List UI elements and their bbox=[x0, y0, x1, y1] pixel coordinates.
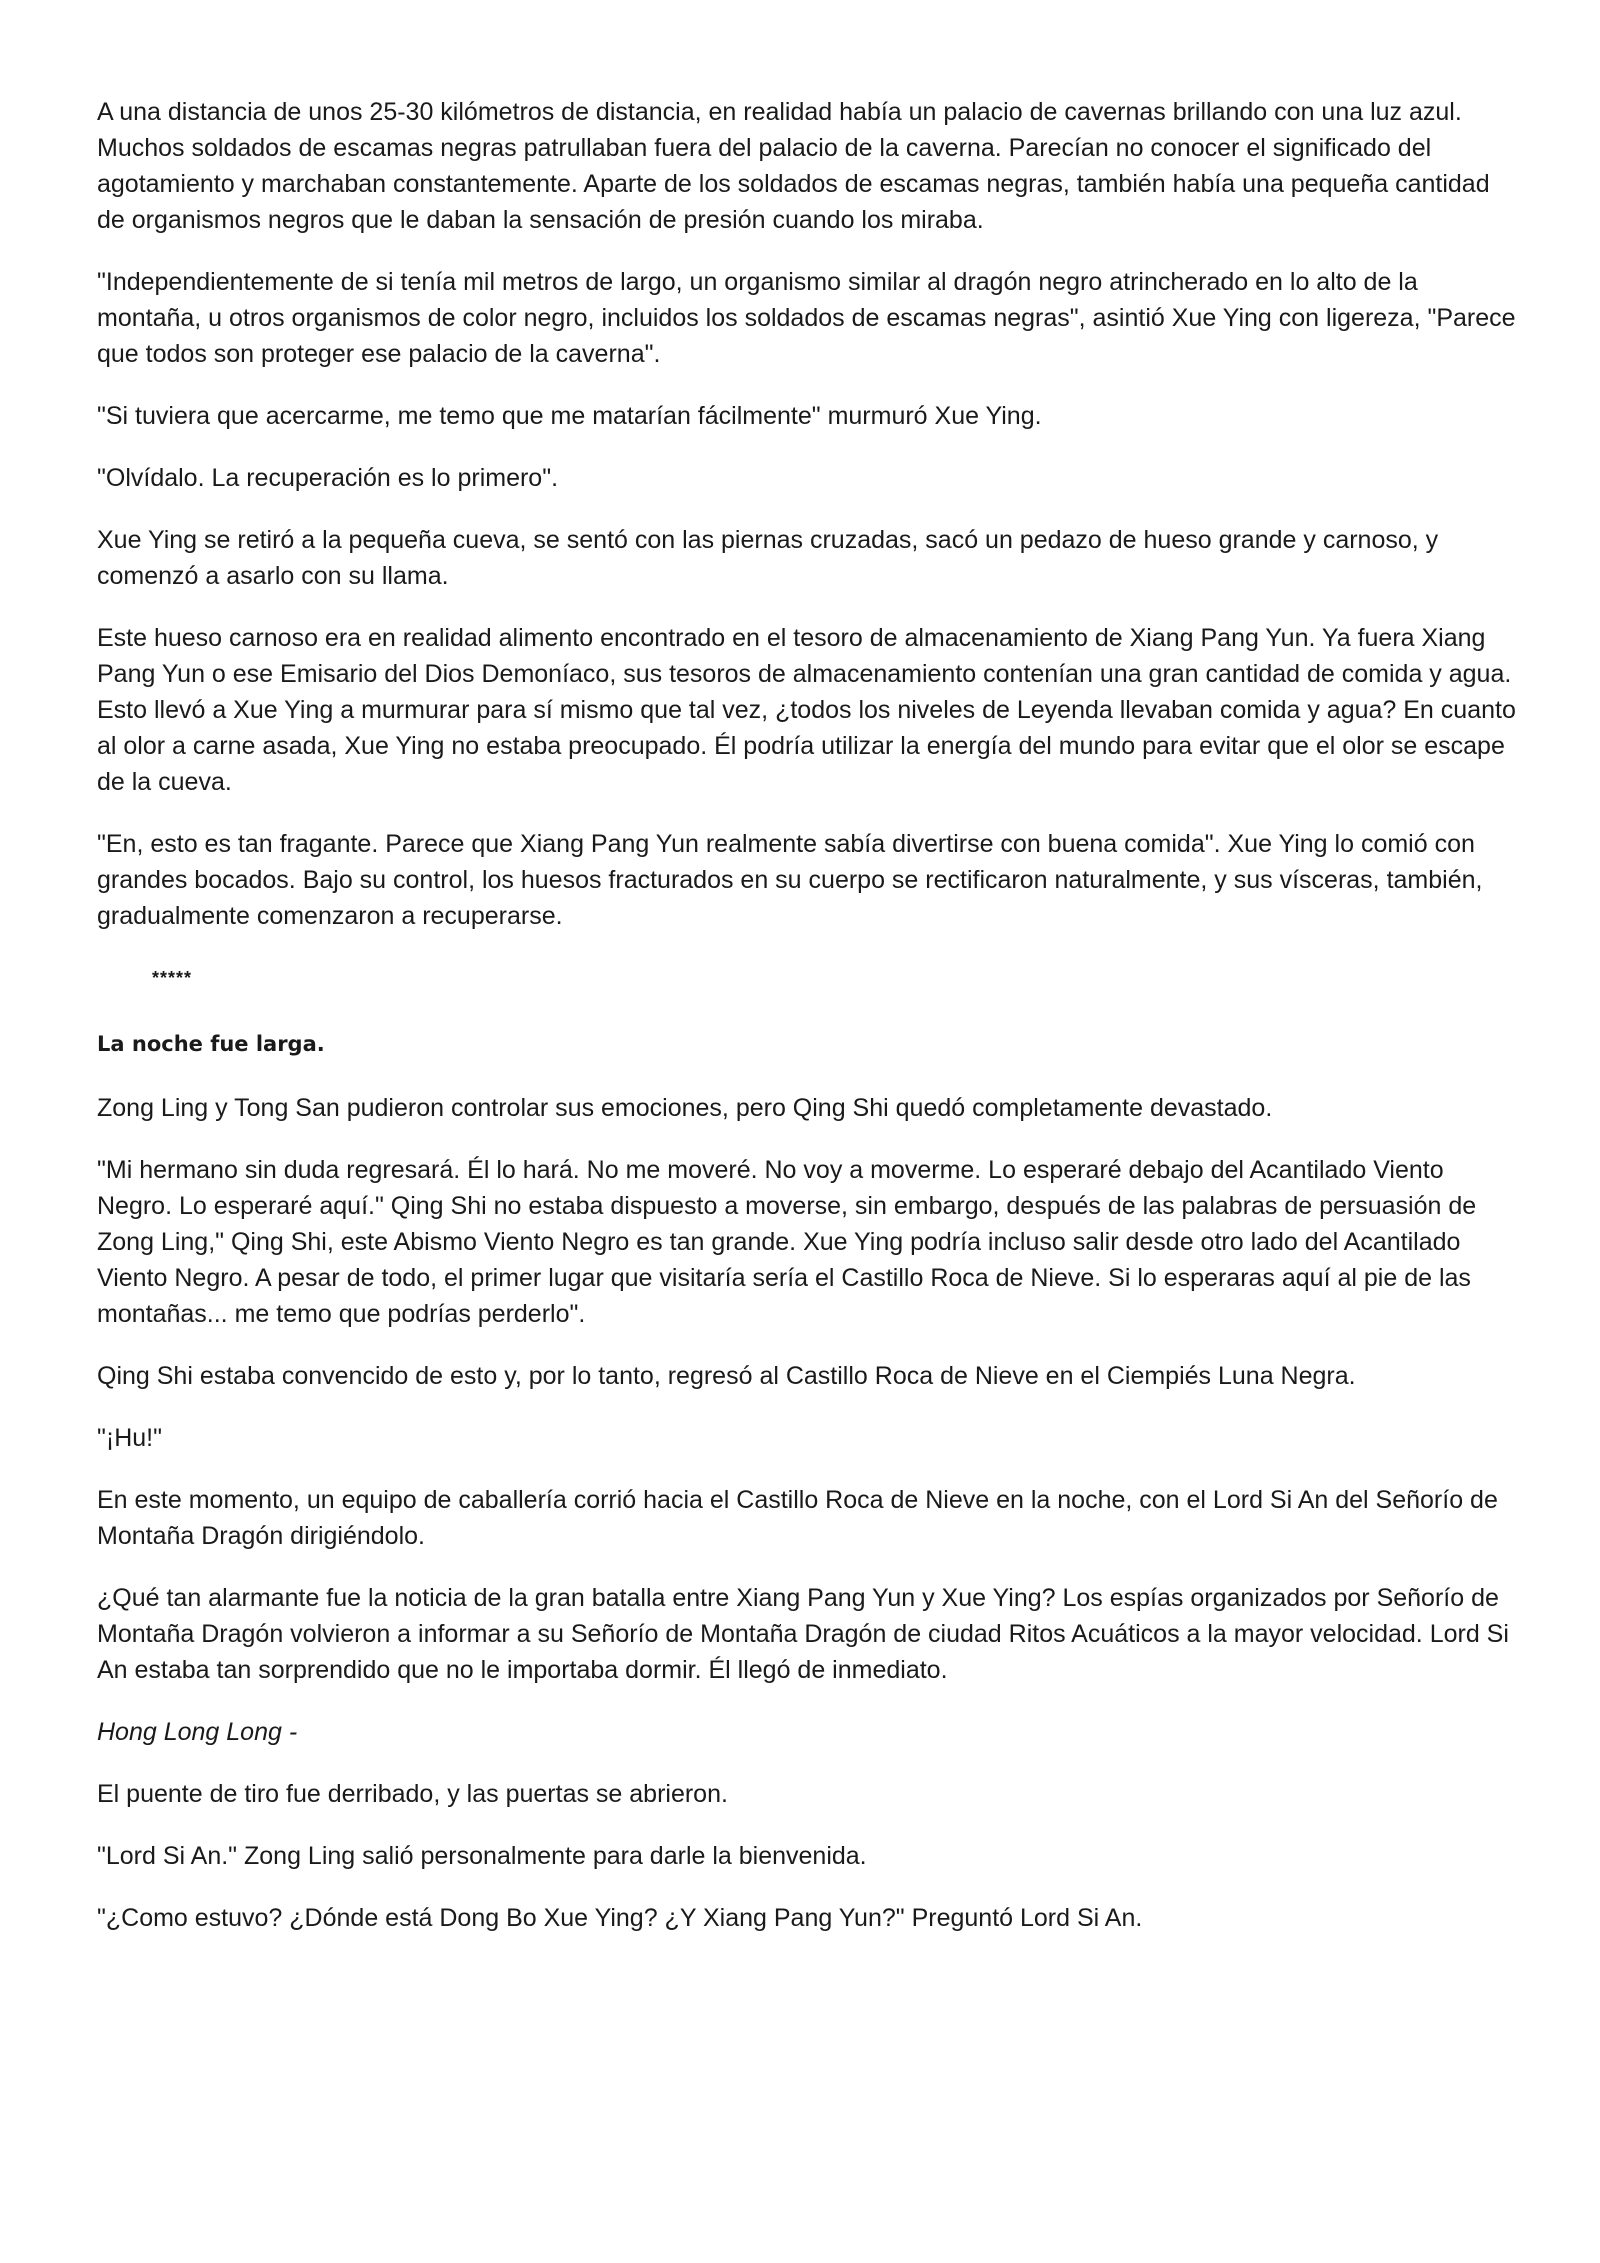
paragraph: "En, esto es tan fragante. Parece que Xiang Pang Yun realmente sabía divertirse con buena comida". Xue Ying lo comió con grandes bocados. Bajo su control, los huesos fracturados en su cuerpo se rectificaron naturalmente, y sus vísceras, también, gradualmente comenzaron a recuperarse. bbox=[97, 830, 1483, 930]
paragraph: "Lord Si An." Zong Ling salió personalmente para darle la bienvenida. bbox=[97, 1842, 867, 1870]
paragraph: "Independientemente de si tenía mil metros de largo, un organismo similar al dragón negro atrincherado en lo alto de la montaña, u otros organismos de color negro, incluidos los soldados de escamas negras", asintió Xue Ying con ligereza, "Parece que todos son proteger ese palacio de la caverna". bbox=[97, 268, 1516, 368]
paragraph: ¿Qué tan alarmante fue la noticia de la gran batalla entre Xiang Pang Yun y Xue Ying? Los espías organizados por Señorío de Montaña Dragón volvieron a informar a su Señorío de Montaña Dragón de ciudad Ritos Acuáticos a la mayor velocidad. Lord Si An estaba tan sorprendido que no le importaba dormir. Él llegó de inmediato. bbox=[97, 1584, 1509, 1684]
paragraph: Zong Ling y Tong San pudieron controlar sus emociones, pero Qing Shi quedó completamente devastado. bbox=[97, 1094, 1273, 1122]
paragraph: "Olvídalo. La recuperación es lo primero". bbox=[97, 464, 559, 492]
paragraph: El puente de tiro fue derribado, y las puertas se abrieron. bbox=[97, 1780, 728, 1808]
paragraph: A una distancia de unos 25-30 kilómetros de distancia, en realidad había un palacio de cavernas brillando con una luz azul. Muchos soldados de escamas negras patrullaban fuera del palacio de la caverna. Parecían no conocer el significado del agotamiento y marchaban constantemente. Aparte de los soldados de escamas negras, también había una pequeña cantidad de organismos negros que le daban la sensación de presión cuando los miraba. bbox=[97, 98, 1490, 234]
section-separator: ***** bbox=[152, 968, 193, 988]
paragraph: Qing Shi estaba convencido de esto y, por lo tanto, regresó al Castillo Roca de Nieve en el Ciempiés Luna Negra. bbox=[97, 1362, 1356, 1390]
paragraph: En este momento, un equipo de caballería corrió hacia el Castillo Roca de Nieve en la noche, con el Lord Si An del Señorío de Montaña Dragón dirigiéndolo. bbox=[97, 1486, 1498, 1550]
paragraph: "Si tuviera que acercarme, me temo que me matarían fácilmente" murmuró Xue Ying. bbox=[97, 402, 1042, 430]
paragraph: "¿Como estuvo? ¿Dónde está Dong Bo Xue Ying? ¿Y Xiang Pang Yun?" Preguntó Lord Si An. bbox=[97, 1904, 1143, 1932]
paragraph: Xue Ying se retiró a la pequeña cueva, se sentó con las piernas cruzadas, sacó un pedazo de hueso grande y carnoso, y comenzó a asarlo con su llama. bbox=[97, 526, 1439, 590]
paragraph: "Mi hermano sin duda regresará. Él lo hará. No me moveré. No voy a moverme. Lo esperaré debajo del Acantilado Viento Negro. Lo esperaré aquí." Qing Shi no estaba dispuesto a moverse, sin embargo, después de las palabras de persuasión de Zong Ling," Qing Shi, este Abismo Viento Negro es tan grande. Xue Ying podría incluso salir desde otro lado del Acantilado Viento Negro. A pesar de todo, el primer lugar que visitaría sería el Castillo Roca de Nieve. Si lo esperaras aquí al pie de las montañas... me temo que podrías perderlo". bbox=[97, 1156, 1477, 1328]
document-body bbox=[97, 94, 1517, 1962]
paragraph: "¡Hu!" bbox=[97, 1424, 162, 1452]
italic-line: Hong Long Long - bbox=[97, 1718, 298, 1746]
paragraph: Este hueso carnoso era en realidad alimento encontrado en el tesoro de almacenamiento de Xiang Pang Yun. Ya fuera Xiang Pang Yun o ese Emisario del Dios Demoníaco, sus tesoros de almacenamiento contenían una gran cantidad de comida y agua. Esto llevó a Xue Ying a murmurar para sí mismo que tal vez, ¿todos los niveles de Leyenda llevaban comida y agua? En cuanto al olor a carne asada, Xue Ying no estaba preocupado. Él podría utilizar la energía del mundo para evitar que el olor se escape de la cueva. bbox=[97, 624, 1516, 796]
section-heading: La noche fue larga. bbox=[97, 1032, 325, 1056]
